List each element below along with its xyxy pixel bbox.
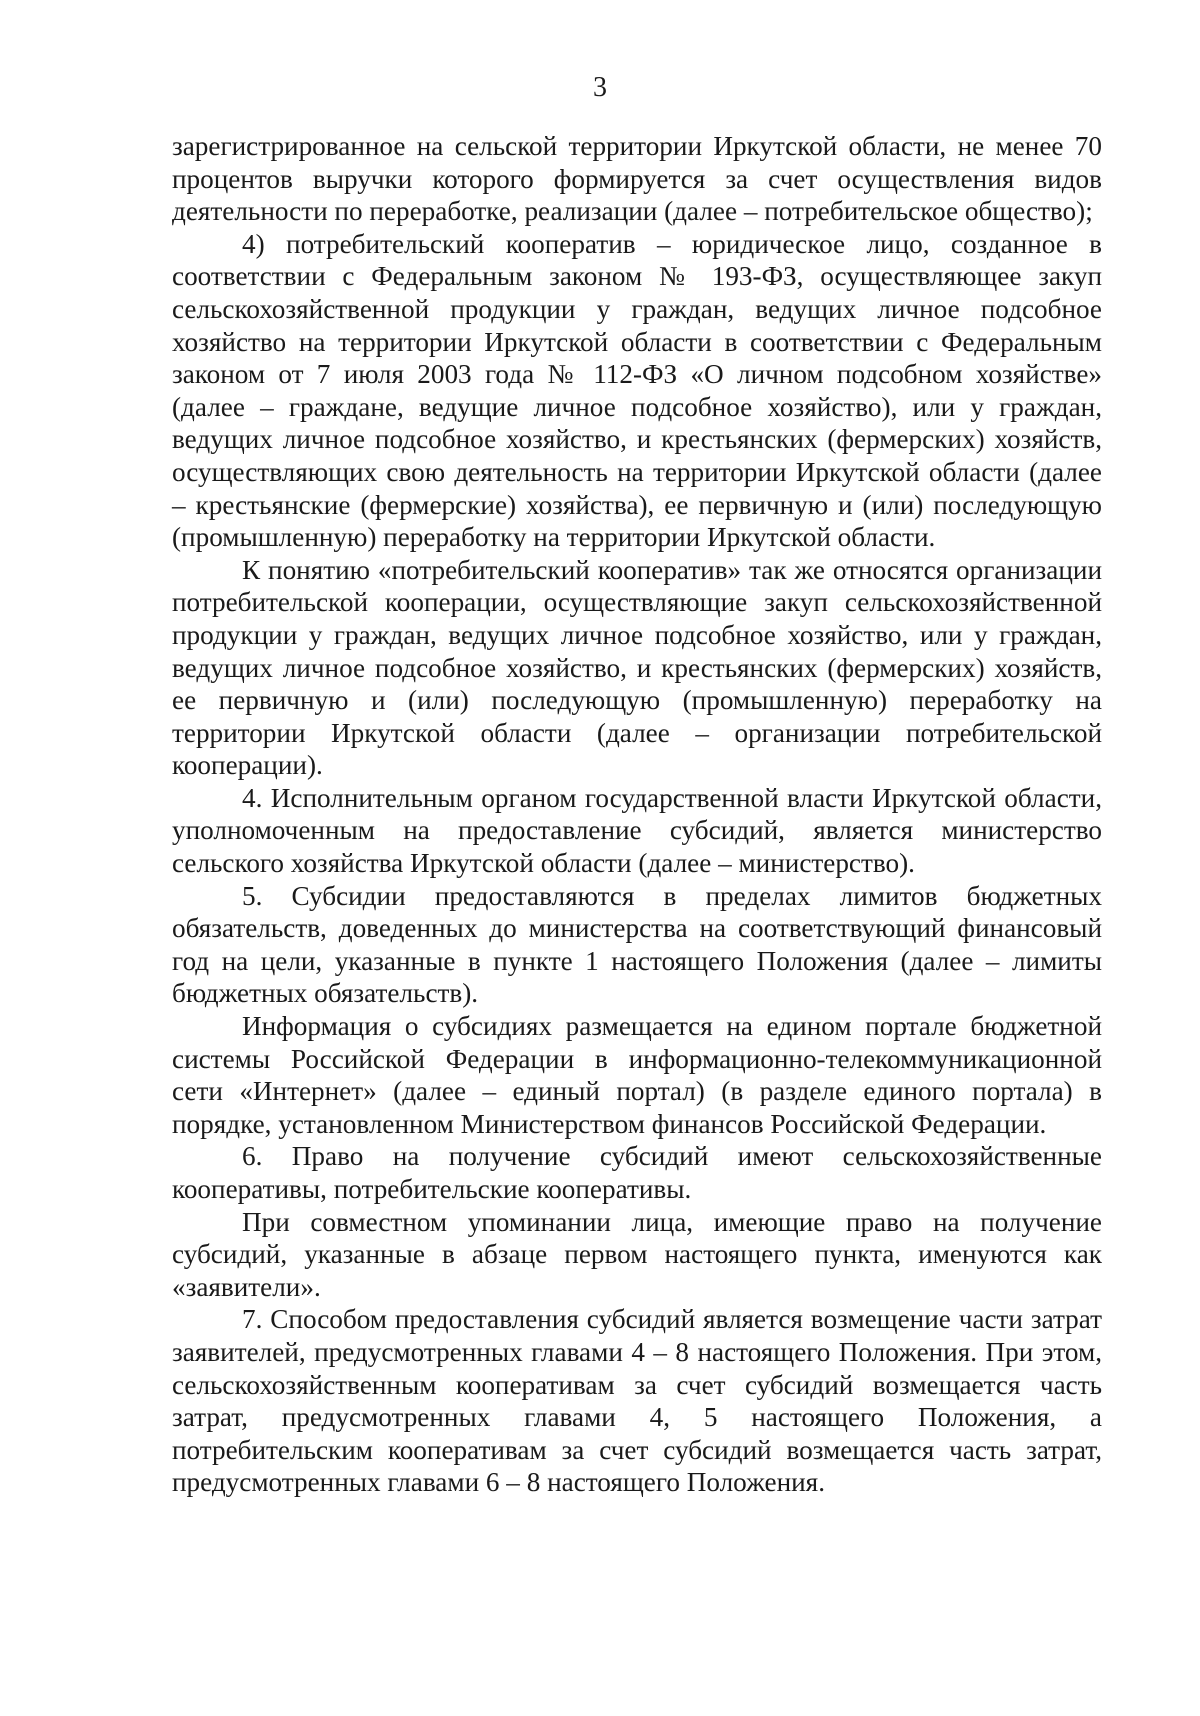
paragraph-consumer-society-tail: зарегистрированное на сельской территории Иркутской области, не менее 70 процентов выручки которого формируется за счет осуществления видов деятельности по переработке, реализации (далее – потребительское общество); (172, 131, 1102, 227)
paragraph-consumer-cooperative-scope: К понятию «потребительский кооператив» так же относятся организации потребительской кооперации, осуществляющие закуп сельскохозяйственной продукции у граждан, ведущих личное подсобное хозяйство, или у граждан, ведущих личное подсобное хозяйство, и крестьянских (фермерских) хозяйств, ее первичную и (или) последующую (промышленную) переработку на территории Иркутской области (далее – организации потребительской кооперации). (172, 554, 1102, 781)
paragraph-item-4: 4. Исполнительным органом государственной власти Иркутской области, уполномоченным на предоставление субсидий, является министерство сельского хозяйства Иркутской области (далее – министерство). (172, 782, 1102, 879)
page-number: 3 (593, 72, 607, 103)
paragraph-item-5: 5. Субсидии предоставляются в пределах лимитов бюджетных обязательств, доведенных до министерства на соответствующий финансовый год на цели, указанные в пункте 1 настоящего Положения (далее – лимиты бюджетных обязательств). (172, 880, 1102, 1009)
paragraph-portal-info: Информация о субсидиях размещается на едином портале бюджетной системы Российской Федерации в информационно-телекоммуникационной сети «Интернет» (далее – единый портал) (в разделе единого портала) в порядке, установленном Министерством финансов Российской Федерации. (172, 1011, 1102, 1139)
paragraph-item-7: 7. Способом предоставления субсидий является возмещение части затрат заявителей, предусмотренных главами 4 – 8 настоящего Положения. При этом, сельскохозяйственным кооперативам за счет субсидий возмещается часть затрат, предусмотренных главами 4, 5 настоящего Положения, а потребительским кооперативам за счет субсидий возмещается часть затрат, предусмотренных главами 6 – 8 настоящего Положения. (172, 1304, 1102, 1498)
paragraph-item-6: 6. Право на получение субсидий имеют сельскохозяйственные кооперативы, потребительские кооперативы. (172, 1141, 1102, 1204)
document-body (172, 130, 1102, 1499)
paragraph-applicants: При совместном упоминании лица, имеющие право на получение субсидий, указанные в абзаце первом настоящего пункта, именуются как «заявители». (172, 1206, 1102, 1302)
paragraph-consumer-cooperative-definition: 4) потребительский кооператив – юридическое лицо, созданное в соответствии с Федеральным законом № 193-ФЗ, осуществляющее закуп сельскохозяйственной продукции у граждан, ведущих личное подсобное хозяйство на территории Иркутской области в соответствии с Федеральным законом от 7 июля 2003 года № 112-ФЗ «О личном подсобном хозяйстве» (далее – граждане, ведущие личное подсобное хозяйство), или у граждан, ведущих личное подсобное хозяйство, и крестьянских (фермерских) хозяйств, осуществляющих свою деятельность на территории Иркутской области (далее – крестьянские (фермерские) хозяйства), ее первичную и (или) последующую (промышленную) переработку на территории Иркутской области. (172, 228, 1102, 553)
